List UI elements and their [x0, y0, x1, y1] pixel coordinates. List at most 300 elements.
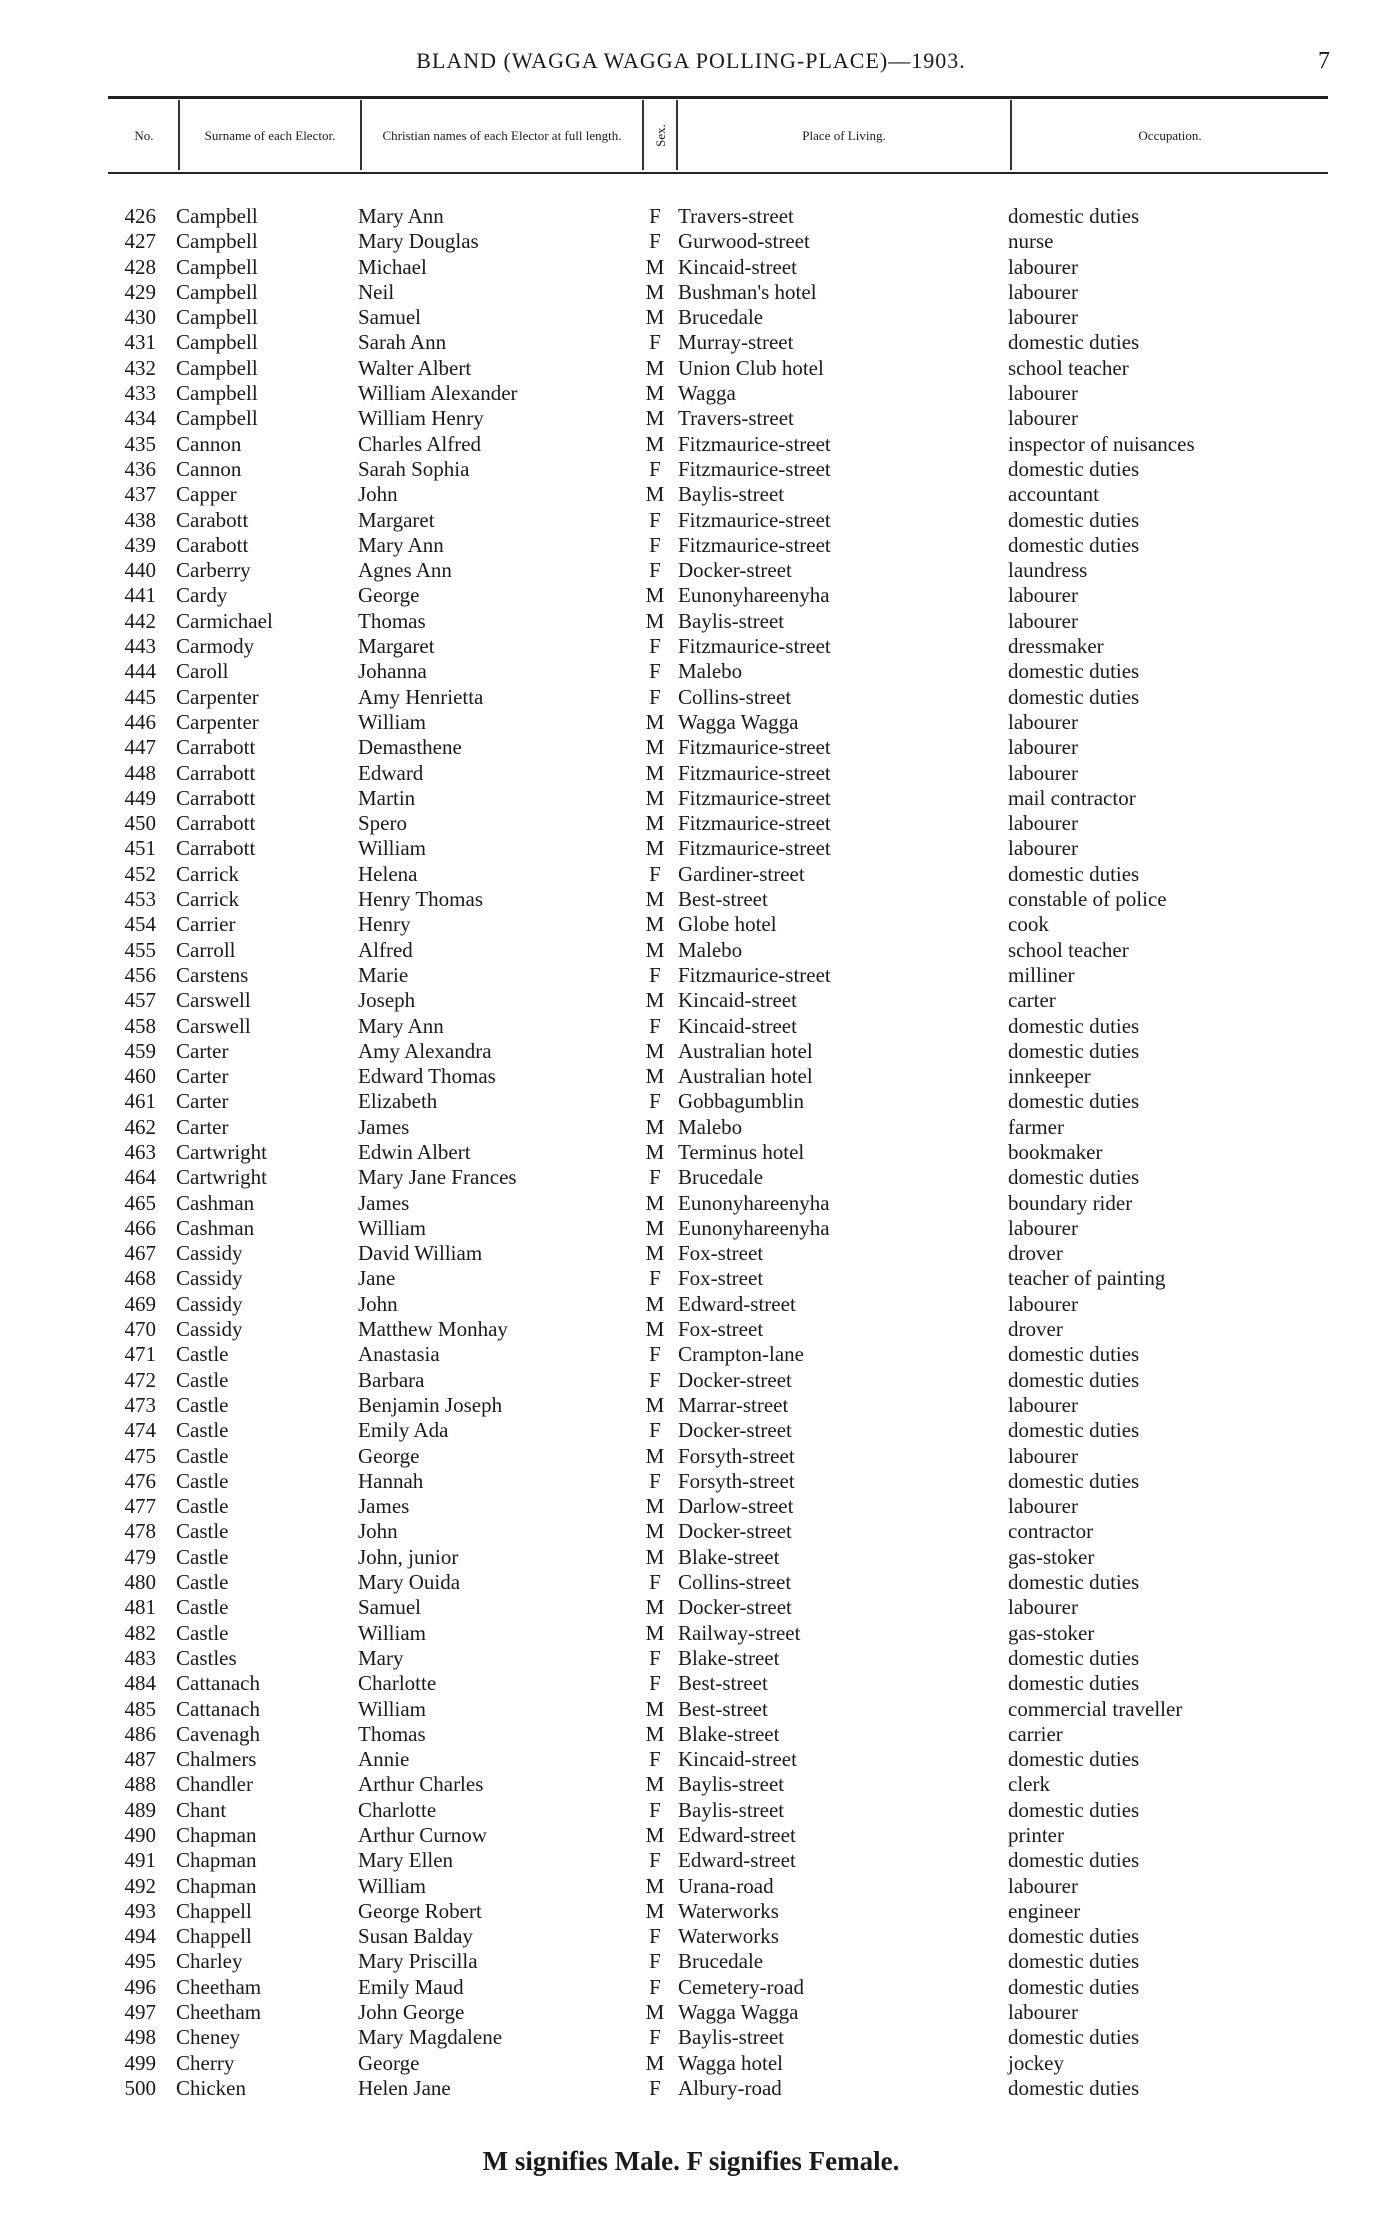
- cell-christian: Emily Ada: [358, 1418, 449, 1443]
- table-row: [0, 1140, 1382, 1165]
- cell-occupation: bookmaker: [1008, 1139, 1103, 1164]
- cell-christian: Mary Ann: [358, 532, 444, 557]
- cell-occupation: nurse: [1008, 229, 1054, 254]
- cell-no: 439: [124, 532, 156, 557]
- cell-place: Baylis-street: [678, 2025, 785, 2050]
- cell-occupation: jockey: [1008, 2050, 1064, 2075]
- cell-place: Wagga hotel: [678, 2050, 784, 2075]
- cell-place: Docker-street: [678, 1418, 792, 1443]
- cell-surname: Castle: [176, 1342, 229, 1367]
- cell-surname: Cashman: [176, 1215, 255, 1240]
- cell-place: Edward-street: [678, 1848, 796, 1873]
- cell-christian: Samuel: [358, 305, 421, 330]
- cell-no: 438: [124, 507, 156, 532]
- cell-christian: Benjamin Joseph: [358, 1392, 503, 1417]
- cell-christian: Mary Ellen: [358, 1848, 454, 1873]
- cell-christian: James: [358, 1114, 410, 1139]
- cell-sex: M: [645, 1898, 665, 1923]
- table-row: [0, 457, 1382, 482]
- cell-christian: William: [358, 709, 426, 734]
- cell-christian: David William: [358, 1241, 483, 1266]
- cell-no: 455: [124, 937, 156, 962]
- cell-christian: Demasthene: [358, 735, 462, 760]
- cell-occupation: domestic duties: [1008, 1165, 1140, 1190]
- cell-christian: Henry Thomas: [358, 887, 484, 912]
- cell-occupation: domestic duties: [1008, 532, 1140, 557]
- table-row: [0, 1165, 1382, 1190]
- cell-place: Albury-road: [678, 2075, 782, 2100]
- cell-christian: Martin: [358, 785, 416, 810]
- cell-surname: Cassidy: [176, 1291, 243, 1316]
- table-row: [0, 1039, 1382, 1064]
- cell-no: 437: [124, 482, 156, 507]
- cell-surname: Campbell: [176, 381, 258, 406]
- cell-place: Murray-street: [678, 330, 794, 355]
- cell-sex: M: [645, 1392, 665, 1417]
- table-row: [0, 1241, 1382, 1266]
- cell-no: 476: [124, 1468, 156, 1493]
- cell-no: 427: [124, 229, 156, 254]
- cell-no: 496: [124, 1974, 156, 1999]
- cell-no: 485: [124, 1696, 156, 1721]
- table-row: [0, 1697, 1382, 1722]
- cell-occupation: labourer: [1008, 406, 1078, 431]
- cell-surname: Capper: [176, 482, 237, 507]
- cell-occupation: carter: [1008, 988, 1056, 1013]
- cell-occupation: milliner: [1008, 962, 1075, 987]
- cell-surname: Campbell: [176, 406, 258, 431]
- cell-christian: Johanna: [358, 659, 427, 684]
- cell-occupation: domestic duties: [1008, 2025, 1140, 2050]
- cell-christian: Emily Maud: [358, 1974, 464, 1999]
- footer-note: M signifies Male. F signifies Female.: [482, 2146, 900, 2176]
- cell-occupation: labourer: [1008, 811, 1078, 836]
- cell-surname: Carswell: [176, 988, 251, 1013]
- cell-no: 492: [124, 1873, 156, 1898]
- cell-no: 474: [124, 1418, 156, 1443]
- table-row: [0, 659, 1382, 684]
- table-row: [0, 1747, 1382, 1772]
- cell-sex: M: [645, 1595, 665, 1620]
- table-row: [0, 1595, 1382, 1620]
- cell-sex: M: [645, 836, 665, 861]
- cell-christian: James: [358, 1190, 410, 1215]
- table-row: [0, 1848, 1382, 1873]
- cell-no: 450: [124, 811, 156, 836]
- cell-no: 459: [124, 1038, 156, 1063]
- cell-christian: Joseph: [358, 988, 416, 1013]
- cell-sex: F: [649, 1671, 661, 1696]
- cell-surname: Carstens: [176, 962, 249, 987]
- cell-christian: Spero: [358, 811, 407, 836]
- cell-no: 490: [124, 1823, 156, 1847]
- cell-christian: Susan Balday: [358, 1924, 473, 1949]
- cell-sex: M: [645, 1241, 665, 1266]
- cell-occupation: engineer: [1008, 1898, 1081, 1923]
- cell-sex: F: [649, 659, 661, 684]
- cell-place: Fitzmaurice-street: [678, 431, 831, 456]
- cell-sex: M: [645, 1190, 665, 1215]
- cell-no: 443: [124, 634, 156, 659]
- cell-place: Best-street: [678, 887, 768, 912]
- cell-occupation: printer: [1008, 1823, 1064, 1847]
- cell-sex: F: [649, 2075, 661, 2100]
- cell-place: Docker-street: [678, 1367, 792, 1392]
- cell-surname: Castles: [176, 1645, 237, 1670]
- cell-christian: William Alexander: [358, 381, 518, 406]
- table-row: [0, 1014, 1382, 1039]
- cell-sex: F: [649, 507, 661, 532]
- cell-no: 451: [124, 836, 156, 861]
- cell-sex: M: [645, 1064, 665, 1089]
- table-row: [0, 2076, 1382, 2101]
- cell-place: Marrar-street: [678, 1392, 789, 1417]
- cell-place: Fitzmaurice-street: [678, 735, 831, 760]
- table-row: [0, 204, 1382, 229]
- cell-place: Australian hotel: [678, 1038, 813, 1063]
- cell-occupation: mail contractor: [1008, 785, 1136, 810]
- table-row: [0, 811, 1382, 836]
- table-row: [0, 2000, 1382, 2025]
- table-row: [0, 710, 1382, 735]
- table-row: [0, 2025, 1382, 2050]
- cell-occupation: domestic duties: [1008, 1949, 1140, 1974]
- cell-surname: Caroll: [176, 659, 229, 684]
- table-row: [0, 1292, 1382, 1317]
- cell-sex: F: [649, 962, 661, 987]
- table-row: [0, 1191, 1382, 1216]
- cell-place: Edward-street: [678, 1823, 796, 1847]
- cell-sex: M: [645, 381, 665, 406]
- cell-christian: Amy Henrietta: [358, 684, 484, 709]
- cell-place: Docker-street: [678, 1595, 792, 1620]
- cell-surname: Carabott: [176, 532, 249, 557]
- cell-sex: M: [645, 709, 665, 734]
- table-row: [0, 255, 1382, 280]
- cell-christian: William: [358, 1620, 426, 1645]
- cell-place: Travers-street: [678, 406, 794, 431]
- cell-sex: M: [645, 482, 665, 507]
- cell-place: Terminus hotel: [678, 1139, 805, 1164]
- cell-sex: M: [645, 1317, 665, 1342]
- table-row: [0, 1874, 1382, 1899]
- cell-christian: George Robert: [358, 1898, 482, 1923]
- cell-surname: Castle: [176, 1519, 229, 1544]
- cell-sex: F: [649, 634, 661, 659]
- cell-place: Cemetery-road: [678, 1974, 804, 1999]
- cell-occupation: labourer: [1008, 583, 1078, 608]
- table-row: [0, 836, 1382, 861]
- cell-surname: Castle: [176, 1443, 229, 1468]
- cell-sex: F: [649, 2025, 661, 2050]
- cell-place: Kincaid-street: [678, 1013, 797, 1038]
- table-row: [0, 482, 1382, 507]
- table-row: [0, 685, 1382, 710]
- cell-christian: Mary Magdalene: [358, 2025, 503, 2050]
- cell-place: Fitzmaurice-street: [678, 962, 831, 987]
- table-row: [0, 558, 1382, 583]
- cell-place: Kincaid-street: [678, 254, 797, 279]
- cell-occupation: domestic duties: [1008, 1367, 1140, 1392]
- cell-occupation: labourer: [1008, 1392, 1078, 1417]
- cell-sex: M: [645, 406, 665, 431]
- cell-place: Fitzmaurice-street: [678, 760, 831, 785]
- cell-no: 493: [124, 1898, 156, 1923]
- cell-christian: Matthew Monhay: [358, 1317, 508, 1342]
- cell-place: Blake-street: [678, 1721, 780, 1746]
- cell-place: Best-street: [678, 1696, 768, 1721]
- cell-christian: Michael: [358, 254, 427, 279]
- cell-christian: Margaret: [358, 507, 435, 532]
- cell-christian: Henry: [358, 912, 411, 937]
- cell-place: Forsyth-street: [678, 1468, 795, 1493]
- cell-christian: Mary Ouida: [358, 1570, 461, 1595]
- cell-surname: Castle: [176, 1392, 229, 1417]
- cell-no: 497: [124, 2000, 156, 2025]
- cell-occupation: school teacher: [1008, 355, 1129, 380]
- cell-sex: F: [649, 204, 661, 228]
- cell-occupation: teacher of painting: [1008, 1266, 1166, 1291]
- cell-no: 482: [124, 1620, 156, 1645]
- cell-sex: F: [649, 1418, 661, 1443]
- cell-sex: F: [649, 684, 661, 709]
- table-row: [0, 1823, 1382, 1848]
- cell-surname: Charley: [176, 1949, 243, 1974]
- cell-occupation: school teacher: [1008, 937, 1129, 962]
- cell-surname: Chapman: [176, 1873, 257, 1898]
- header-rule-bottom: [108, 172, 1328, 174]
- cell-sex: F: [649, 1013, 661, 1038]
- cell-no: 486: [124, 1721, 156, 1746]
- table-row: [0, 330, 1382, 355]
- cell-christian: Helen Jane: [358, 2075, 451, 2100]
- cell-sex: M: [645, 2000, 665, 2025]
- cell-occupation: domestic duties: [1008, 861, 1140, 886]
- table-row: [0, 1418, 1382, 1443]
- cell-place: Waterworks: [678, 1924, 779, 1949]
- table-row: [0, 1899, 1382, 1924]
- cell-sex: F: [649, 1848, 661, 1873]
- cell-surname: Castle: [176, 1570, 229, 1595]
- cell-place: Docker-street: [678, 558, 792, 583]
- cell-christian: Neil: [358, 279, 395, 304]
- cell-surname: Castle: [176, 1494, 229, 1519]
- cell-occupation: commercial traveller: [1008, 1696, 1183, 1721]
- table-row: [0, 280, 1382, 305]
- table-row: [0, 406, 1382, 431]
- cell-christian: John: [358, 1519, 398, 1544]
- cell-no: 469: [124, 1291, 156, 1316]
- cell-occupation: labourer: [1008, 1443, 1078, 1468]
- cell-christian: Edward: [358, 760, 424, 785]
- cell-sex: F: [649, 330, 661, 355]
- cell-occupation: contractor: [1008, 1519, 1094, 1544]
- cell-occupation: domestic duties: [1008, 1671, 1140, 1696]
- cell-surname: Cassidy: [176, 1317, 243, 1342]
- cell-christian: Mary Ann: [358, 1013, 444, 1038]
- cell-place: Eunonyhareenyha: [678, 1190, 830, 1215]
- cell-occupation: innkeeper: [1008, 1064, 1091, 1089]
- cell-surname: Chant: [176, 1797, 227, 1822]
- cell-sex: M: [645, 1494, 665, 1519]
- cell-occupation: clerk: [1008, 1772, 1050, 1797]
- cell-occupation: dressmaker: [1008, 634, 1104, 659]
- cell-occupation: domestic duties: [1008, 1924, 1140, 1949]
- cell-christian: Arthur Charles: [358, 1772, 484, 1797]
- cell-no: 472: [124, 1367, 156, 1392]
- cell-sex: F: [649, 1165, 661, 1190]
- column-header-sex: Sex.: [642, 100, 676, 170]
- table-row: [0, 1545, 1382, 1570]
- cell-christian: Amy Alexandra: [358, 1038, 492, 1063]
- cell-occupation: carrier: [1008, 1721, 1063, 1746]
- cell-no: 468: [124, 1266, 156, 1291]
- cell-place: Kincaid-street: [678, 1747, 797, 1772]
- cell-no: 458: [124, 1013, 156, 1038]
- cell-surname: Castle: [176, 1418, 229, 1443]
- cell-occupation: domestic duties: [1008, 1038, 1140, 1063]
- cell-no: 481: [124, 1595, 156, 1620]
- cell-surname: Carter: [176, 1089, 229, 1114]
- cell-christian: Anastasia: [358, 1342, 440, 1367]
- cell-place: Fitzmaurice-street: [678, 811, 831, 836]
- cell-no: 457: [124, 988, 156, 1013]
- cell-place: Forsyth-street: [678, 1443, 795, 1468]
- table-row: [0, 963, 1382, 988]
- cell-surname: Carter: [176, 1114, 229, 1139]
- cell-place: Eunonyhareenyha: [678, 583, 830, 608]
- cell-no: 445: [124, 684, 156, 709]
- cell-no: 475: [124, 1443, 156, 1468]
- table-row: [0, 381, 1382, 406]
- cell-sex: M: [645, 1873, 665, 1898]
- cell-no: 436: [124, 456, 156, 481]
- elector-list: [0, 204, 1382, 2101]
- table-row: [0, 912, 1382, 937]
- cell-christian: Arthur Curnow: [358, 1823, 487, 1847]
- cell-place: Docker-street: [678, 1519, 792, 1544]
- cell-place: Crampton-lane: [678, 1342, 804, 1367]
- cell-place: Travers-street: [678, 204, 794, 228]
- cell-surname: Cheetham: [176, 2000, 262, 2025]
- cell-christian: Charles Alfred: [358, 431, 482, 456]
- cell-no: 462: [124, 1114, 156, 1139]
- table-row: [0, 432, 1382, 457]
- cell-no: 440: [124, 558, 156, 583]
- cell-sex: M: [645, 1772, 665, 1797]
- cell-christian: George: [358, 1443, 420, 1468]
- cell-place: Fitzmaurice-street: [678, 785, 831, 810]
- cell-christian: Margaret: [358, 634, 435, 659]
- cell-sex: F: [649, 861, 661, 886]
- table-row: [0, 533, 1382, 558]
- cell-occupation: labourer: [1008, 1595, 1078, 1620]
- table-row: [0, 634, 1382, 659]
- cell-no: 428: [124, 254, 156, 279]
- cell-place: Fitzmaurice-street: [678, 532, 831, 557]
- cell-place: Fitzmaurice-street: [678, 456, 831, 481]
- cell-occupation: inspector of nuisances: [1008, 431, 1195, 456]
- table-row: [0, 1949, 1382, 1974]
- cell-surname: Chappell: [176, 1898, 252, 1923]
- cell-place: Edward-street: [678, 1291, 796, 1316]
- cell-surname: Cheney: [176, 2025, 241, 2050]
- cell-christian: Edward Thomas: [358, 1064, 496, 1089]
- cell-place: Baylis-street: [678, 608, 785, 633]
- cell-sex: M: [645, 431, 665, 456]
- page-title: BLAND (WAGGA WAGGA POLLING-PLACE)—1903.: [416, 48, 966, 73]
- cell-surname: Carrabott: [176, 760, 256, 785]
- table-row: [0, 1671, 1382, 1696]
- cell-sex: M: [645, 305, 665, 330]
- cell-no: 471: [124, 1342, 156, 1367]
- cell-surname: Castle: [176, 1544, 229, 1569]
- table-row: [0, 862, 1382, 887]
- cell-occupation: domestic duties: [1008, 1418, 1140, 1443]
- table-row: [0, 1975, 1382, 2000]
- cell-christian: Elizabeth: [358, 1089, 438, 1114]
- cell-surname: Campbell: [176, 279, 258, 304]
- cell-christian: Annie: [358, 1747, 410, 1772]
- cell-christian: Samuel: [358, 1595, 421, 1620]
- cell-place: Gobbagumblin: [678, 1089, 804, 1114]
- cell-surname: Campbell: [176, 305, 258, 330]
- cell-place: Eunonyhareenyha: [678, 1215, 830, 1240]
- column-header-surname: Surname of each Elector.: [178, 100, 360, 170]
- cell-place: Malebo: [678, 937, 743, 962]
- table-row: [0, 1089, 1382, 1114]
- cell-christian: Charlotte: [358, 1797, 437, 1822]
- cell-no: 470: [124, 1317, 156, 1342]
- cell-surname: Cherry: [176, 2050, 235, 2075]
- cell-no: 432: [124, 355, 156, 380]
- cell-place: Fox-street: [678, 1241, 764, 1266]
- cell-christian: Helena: [358, 861, 418, 886]
- cell-no: 442: [124, 608, 156, 633]
- cell-place: Fox-street: [678, 1266, 764, 1291]
- cell-christian: William: [358, 1873, 426, 1898]
- cell-no: 449: [124, 785, 156, 810]
- table-row: [0, 1115, 1382, 1140]
- cell-sex: F: [649, 1266, 661, 1291]
- cell-occupation: gas-stoker: [1008, 1620, 1095, 1645]
- cell-occupation: labourer: [1008, 254, 1078, 279]
- cell-christian: John: [358, 482, 398, 507]
- cell-surname: Cartwright: [176, 1139, 267, 1164]
- cell-surname: Castle: [176, 1468, 229, 1493]
- cell-surname: Cardy: [176, 583, 228, 608]
- cell-surname: Carter: [176, 1064, 229, 1089]
- cell-surname: Cassidy: [176, 1241, 243, 1266]
- cell-surname: Cannon: [176, 456, 242, 481]
- cell-place: Wagga Wagga: [678, 709, 799, 734]
- table-row: [0, 1342, 1382, 1367]
- cell-surname: Carswell: [176, 1013, 251, 1038]
- cell-surname: Cheetham: [176, 1974, 262, 1999]
- cell-sex: F: [649, 1342, 661, 1367]
- cell-no: 467: [124, 1241, 156, 1266]
- cell-occupation: domestic duties: [1008, 1013, 1140, 1038]
- cell-no: 479: [124, 1544, 156, 1569]
- table-row: [0, 938, 1382, 963]
- cell-place: Brucedale: [678, 305, 764, 330]
- table-row: [0, 761, 1382, 786]
- cell-christian: James: [358, 1494, 410, 1519]
- cell-christian: William: [358, 836, 426, 861]
- cell-sex: M: [645, 2050, 665, 2075]
- cell-sex: F: [649, 558, 661, 583]
- table-row: [0, 1494, 1382, 1519]
